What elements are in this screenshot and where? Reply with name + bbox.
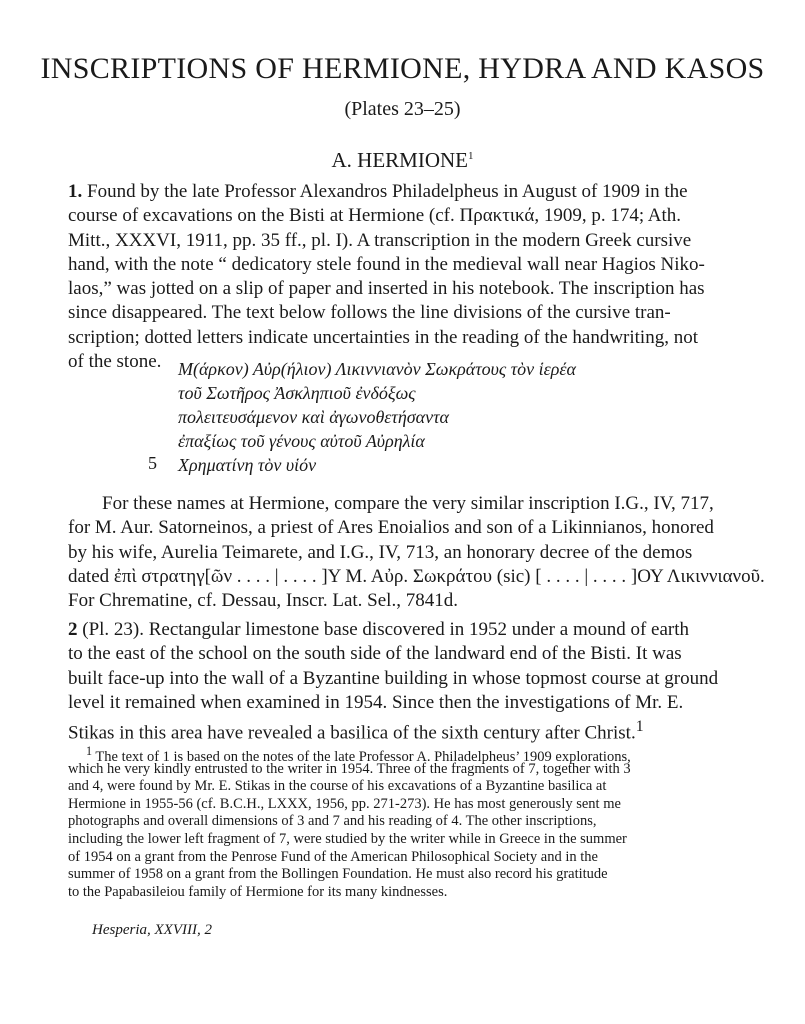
section-heading xyxy=(0,148,805,173)
footnote-line: Hermione in 1955-56 (cf. B.C.H., LXXX, 1956, pp. 271-273). He has most generously sent me xyxy=(68,795,621,812)
entry-2-line: Stikas in this area have revealed a basilica of the sixth century after Christ.$^1$ xyxy=(68,718,644,744)
entry-1-line: hand, with the note “ dedicatory stele found in the medieval wall near Hagios Niko- xyxy=(68,253,705,275)
journal-signature: Hesperia, XXVIII, 2 xyxy=(92,922,212,938)
commentary-line: dated ἐπὶ στρατηγ[ῶν . . . . | . . . . ]Υ Μ. Αὐρ. Σωκράτου (sic) [ . . . . | . . . . ]ΟΥ Λικιννιανοῦ. xyxy=(68,565,765,587)
plates-reference: (Plates 23–25) xyxy=(344,98,461,120)
entry-2-line: level it remained when examined in 1954. Since then the investigations of Mr. E. xyxy=(68,691,684,713)
inscription-line-number: 5 xyxy=(148,453,157,473)
article-title: INSCRIPTIONS OF HERMIONE, HYDRA AND KASOS xyxy=(40,52,765,85)
inscription-text xyxy=(178,357,576,477)
entry-1-line: since disappeared. The text below follows the line divisions of the cursive tran- xyxy=(68,302,671,324)
entry-1-line: 1. Found by the late Professor Alexandros Philadelpheus in August of 1909 in the xyxy=(68,181,688,202)
footnote-line: $^1$ The text of 1 is based on the notes of the late Professor A. Philadelpheus’ 1909 explorations, xyxy=(86,744,631,765)
footnote-line: summer of 1958 on a grant from the Bollingen Foundation. He must also record his gratitude xyxy=(68,866,608,883)
footnote xyxy=(68,743,740,901)
footnote-line: of 1954 on a grant from the Penrose Fund of the American Philosophical Society and in the xyxy=(68,848,598,865)
entry-1 xyxy=(68,180,740,374)
entry-1-line: course of excavations on the Bisti at Hermione (cf. Πρακτικά, 1909, p. 174; Ath. xyxy=(68,205,682,227)
footnote-line: including the lower left fragment of 7, were studied by the writer while in Greece in the summer xyxy=(68,830,627,847)
entry-2-footnote-ref: 1 xyxy=(635,718,644,736)
inscription-line: Χρηματίνη τὸν υἱόν xyxy=(178,455,317,475)
inscription-line: ἐπαξίως τοῦ γένους αὐτοῦ Αὐρηλία xyxy=(178,431,425,451)
commentary-line: For these names at Hermione, compare the very similar inscription I.G., IV, 717, xyxy=(102,493,714,514)
entry-2-line: to the east of the school on the south side of the landward end of the Bisti. It was xyxy=(68,643,682,665)
entry-2-line: 2 (Pl. 23). Rectangular limestone base discovered in 1952 under a mound of earth xyxy=(68,619,690,640)
inscription-line: τοῦ Σωτῆρος Ἀσκληπιοῦ ἐνδόξως xyxy=(178,383,416,403)
footnote-line: photographs and overall dimensions of 3 and 7 and his reading of 4. The other inscriptions, xyxy=(68,813,597,830)
footnote-marker: 1 xyxy=(86,744,93,758)
commentary-line: For Chrematine, cf. Dessau, Inscr. Lat. Sel., 7841d. xyxy=(68,590,458,612)
section-label: A. HERMIONE xyxy=(331,148,468,172)
footnote-line: to the Papabasileiou family of Hermione for its many kindnesses. xyxy=(68,883,448,900)
inscription-line: Μ(άρκον) Αὐρ(ήλιον) Λικιννιανὸν Σωκράτους τὸν ἱερέα xyxy=(178,359,576,379)
commentary-line: for M. Aur. Satorneinos, a priest of Ares Enoialios and son of a Likinnianos, honored xyxy=(68,517,714,539)
section-footnote-ref: 1 xyxy=(468,150,474,162)
entry-1-line: Mitt., XXXVI, 1911, pp. 35 ff., pl. I). A transcription in the modern Greek cursive xyxy=(68,229,692,251)
entry-2-number: 2 xyxy=(68,619,78,640)
footnote-line: and 4, were found by Mr. E. Stikas in the course of his excavations of a Byzantine basilica at xyxy=(68,778,607,795)
entry-2 xyxy=(68,618,740,744)
footnote-line: which he very kindly entrusted to the writer in 1954. Three of the fragments of 7, together with 3 xyxy=(68,760,631,777)
entry-2-line: built face-up into the wall of a Byzantine building in whose topmost course at ground xyxy=(68,667,719,689)
inscription-line: πολειτευσάμενον καὶ ἀγωνοθετήσαντα xyxy=(178,407,449,427)
entry-1-line: of the stone. xyxy=(68,351,162,373)
entry-1-line: scription; dotted letters indicate uncertainties in the reading of the handwriting, not xyxy=(68,326,698,348)
commentary xyxy=(68,492,765,613)
commentary-line: by his wife, Aurelia Teimarete, and I.G., IV, 713, an honorary decree of the demos xyxy=(68,541,693,563)
entry-1-number: 1. xyxy=(68,181,83,202)
entry-1-line: laos,” was jotted on a slip of paper and inserted in his notebook. The inscription has xyxy=(68,278,705,300)
